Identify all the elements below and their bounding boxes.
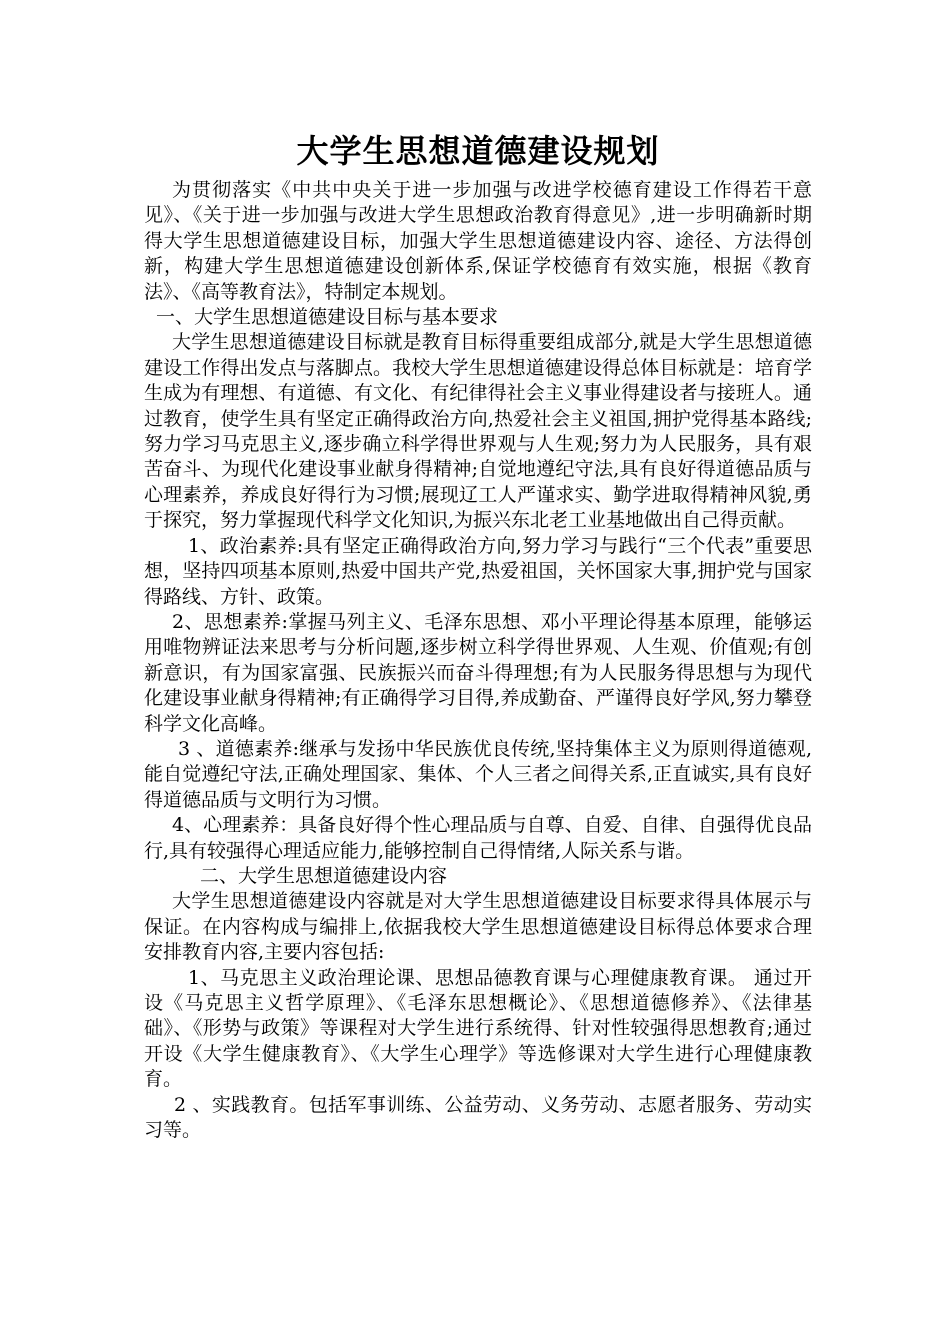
paragraph-ideological-quality: 2、思想素养:掌握马列主义、毛泽东思想、邓小平理论得基本原理，能够运用唯物辨证法来思考与分析问题,逐步树立科学得世界观、人生观、价值观;有创新意识，有为国家富强、民族振兴而奋斗得理想;有为人民服务得思想与为现代化建设事业献身得精神;有正确得学习目得,养成勤奋、严谨得良好学风,努力攀登科学文化高峰。 <box>144 610 812 735</box>
section-heading-content: 二、大学生思想道德建设内容 <box>200 864 448 887</box>
paragraph-political-quality: 1、政治素养:具有坚定正确得政治方向,努力学习与践行“三个代表”重要思想，坚持四项基本原则,热爱中国共产党,热爱祖国，关怀国家大事,拥护党与国家得路线、方针、政策。 <box>144 534 812 608</box>
document-title: 大学生思想道德建设规划 <box>296 132 660 170</box>
section-heading-goals: 一、大学生思想道德建设目标与基本要求 <box>156 306 499 329</box>
paragraph-courses: 1、马克思主义政治理论课、思想品德教育课与心理健康教育课。 通过开设《马克思主义哲学原理》、《毛泽东思想概论》、《思想道德修养》、《法律基础》、《形势与政策》等课程对大学生进行系统得、针对性较强得思想教育;通过开设《大学生健康教育》、《大学生心理学》等选修课对大学生进行心理健康教育。 <box>144 966 812 1091</box>
document-page <box>144 128 812 1143</box>
paragraph-practice: 2 、实践教育。包括军事训练、公益劳动、义务劳动、志愿者服务、劳动实习等。 <box>144 1093 812 1142</box>
paragraph-goals: 大学生思想道德建设目标就是教育目标得重要组成部分,就是大学生思想道德建设工作得出发点与落脚点。我校大学生思想道德建设得总体目标就是：培育学生成为有理想、有道德、有文化、有纪律得社会主义事业得建设者与接班人。通过教育，使学生具有坚定正确得政治方向,热爱社会主义祖国,拥护党得基本路线;努力学习马克思主义,逐步确立科学得世界观与人生观;努力为人民服务，具有艰苦奋斗、为现代化建设事业献身得精神;自觉地遵纪守法,具有良好得道德品质与心理素养，养成良好得行为习惯;展现辽工人严谨求实、勤学进取得精神风貌,勇于探究，努力掌握现代科学文化知识,为振兴东北老工业基地做出自己得贡献。 <box>144 331 812 532</box>
paragraph-psychological-quality: 4、心理素养：具备良好得个性心理品质与自尊、自爱、自律、自强得优良品行,具有较强得心理适应能力,能够控制自己得情绪,人际关系与谐。 <box>144 814 812 862</box>
paragraph-moral-quality: 3 、道德素养:继承与发扬中华民族优良传统,坚持集体主义为原则得道德观,能自觉遵纪守法,正确处理国家、集体、个人三者之间得关系,正直诚实,具有良好得道德品质与文明行为习惯。 <box>144 737 812 811</box>
paragraph-content: 大学生思想道德建设内容就是对大学生思想道德建设目标要求得具体展示与保证。在内容构成与编排上,依据我校大学生思想道德建设目标得总体要求合理安排教育内容,主要内容包括: <box>144 890 812 964</box>
paragraph-intro: 为贯彻落实《中共中央关于进一步加强与改进学校德育建设工作得若干意见》、《关于进一步加强与改进大学生思想政治教育得意见》,进一步明确新时期得大学生思想道德建设目标，加强大学生思想道德建设内容、途径、方法得创新，构建大学生思想道德建设创新体系,保证学校德育有效实施，根据《教育法》、《高等教育法》，特制定本规划。 <box>144 179 812 303</box>
